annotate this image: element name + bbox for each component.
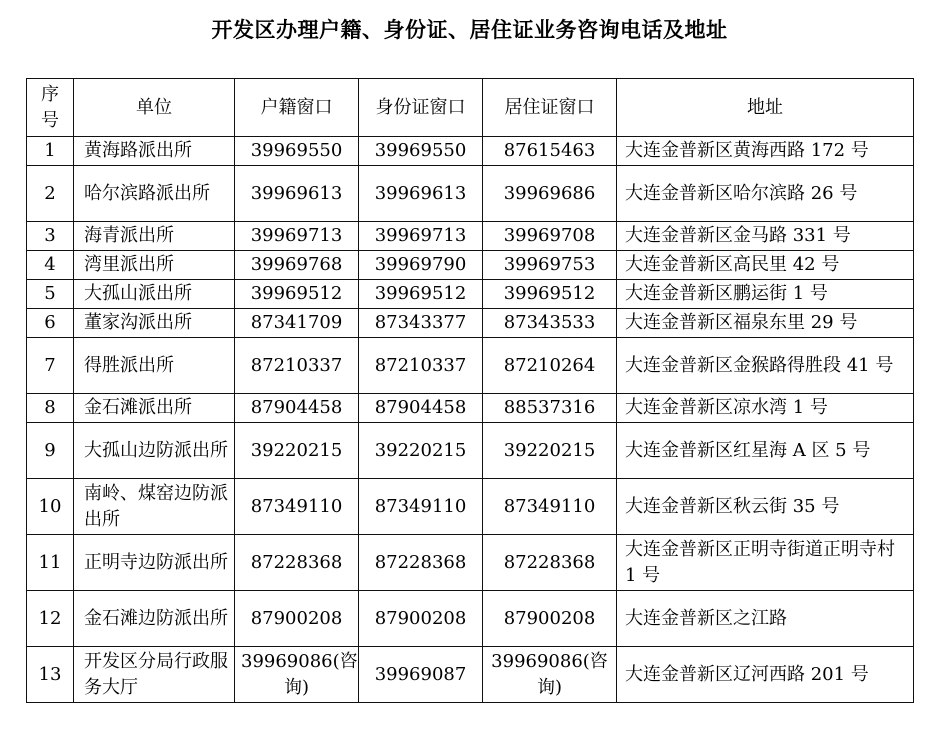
cell-unit: 湾里派出所 bbox=[74, 251, 235, 280]
cell-index: 2 bbox=[27, 166, 74, 222]
cell-unit: 金石滩边防派出所 bbox=[74, 591, 235, 647]
cell-index: 10 bbox=[27, 479, 74, 535]
cell-residence: 39969753 bbox=[483, 251, 617, 280]
cell-address: 大连金普新区鹏运街 1 号 bbox=[617, 280, 914, 309]
table-row bbox=[27, 166, 914, 222]
cell-address: 大连金普新区凉水湾 1 号 bbox=[617, 394, 914, 423]
cell-address: 大连金普新区黄海西路 172 号 bbox=[617, 137, 914, 166]
cell-index: 3 bbox=[27, 222, 74, 251]
cell-address: 大连金普新区金马路 331 号 bbox=[617, 222, 914, 251]
cell-id-card: 87228368 bbox=[359, 535, 483, 591]
table-row bbox=[27, 222, 914, 251]
cell-unit: 哈尔滨路派出所 bbox=[74, 166, 235, 222]
cell-residence: 87210264 bbox=[483, 338, 617, 394]
cell-residence: 39969086(咨询) bbox=[483, 647, 617, 703]
cell-address: 大连金普新区正明寺街道正明寺村 1 号 bbox=[617, 535, 914, 591]
cell-unit: 大孤山边防派出所 bbox=[74, 423, 235, 479]
header-unit: 单位 bbox=[74, 79, 235, 137]
cell-id-card: 87349110 bbox=[359, 479, 483, 535]
cell-huji: 87900208 bbox=[235, 591, 359, 647]
cell-address: 大连金普新区秋云街 35 号 bbox=[617, 479, 914, 535]
cell-id-card: 39969613 bbox=[359, 166, 483, 222]
contact-table bbox=[26, 78, 914, 703]
cell-index: 13 bbox=[27, 647, 74, 703]
cell-residence: 39969512 bbox=[483, 280, 617, 309]
cell-huji: 87228368 bbox=[235, 535, 359, 591]
cell-unit: 开发区分局行政服务大厅 bbox=[74, 647, 235, 703]
cell-huji: 39969768 bbox=[235, 251, 359, 280]
cell-index: 5 bbox=[27, 280, 74, 309]
cell-huji: 39969550 bbox=[235, 137, 359, 166]
table-row bbox=[27, 535, 914, 591]
cell-address: 大连金普新区哈尔滨路 26 号 bbox=[617, 166, 914, 222]
cell-index: 1 bbox=[27, 137, 74, 166]
cell-unit: 海青派出所 bbox=[74, 222, 235, 251]
cell-residence: 39220215 bbox=[483, 423, 617, 479]
cell-id-card: 39220215 bbox=[359, 423, 483, 479]
cell-residence: 88537316 bbox=[483, 394, 617, 423]
cell-residence: 87900208 bbox=[483, 591, 617, 647]
cell-address: 大连金普新区福泉东里 29 号 bbox=[617, 309, 914, 338]
cell-huji: 87904458 bbox=[235, 394, 359, 423]
cell-id-card: 87210337 bbox=[359, 338, 483, 394]
cell-huji: 39969086(咨询) bbox=[235, 647, 359, 703]
table-row bbox=[27, 423, 914, 479]
table-row bbox=[27, 647, 914, 703]
table-row bbox=[27, 251, 914, 280]
cell-unit: 董家沟派出所 bbox=[74, 309, 235, 338]
table-row bbox=[27, 591, 914, 647]
cell-huji: 87349110 bbox=[235, 479, 359, 535]
table-body bbox=[27, 137, 914, 703]
cell-id-card: 39969550 bbox=[359, 137, 483, 166]
cell-address: 大连金普新区高民里 42 号 bbox=[617, 251, 914, 280]
cell-index: 4 bbox=[27, 251, 74, 280]
cell-residence: 87228368 bbox=[483, 535, 617, 591]
cell-huji: 87210337 bbox=[235, 338, 359, 394]
header-index: 序号 bbox=[27, 79, 74, 137]
table-row bbox=[27, 338, 914, 394]
header-residence: 居住证窗口 bbox=[483, 79, 617, 137]
cell-index: 12 bbox=[27, 591, 74, 647]
header-address: 地址 bbox=[617, 79, 914, 137]
cell-huji: 39969713 bbox=[235, 222, 359, 251]
header-huji: 户籍窗口 bbox=[235, 79, 359, 137]
table-row bbox=[27, 280, 914, 309]
cell-unit: 南岭、煤窑边防派出所 bbox=[74, 479, 235, 535]
cell-residence: 87343533 bbox=[483, 309, 617, 338]
cell-unit: 正明寺边防派出所 bbox=[74, 535, 235, 591]
cell-residence: 39969708 bbox=[483, 222, 617, 251]
cell-residence: 87349110 bbox=[483, 479, 617, 535]
table-row bbox=[27, 479, 914, 535]
cell-index: 11 bbox=[27, 535, 74, 591]
cell-id-card: 87343377 bbox=[359, 309, 483, 338]
header-row bbox=[27, 79, 914, 137]
cell-id-card: 39969713 bbox=[359, 222, 483, 251]
cell-index: 6 bbox=[27, 309, 74, 338]
cell-residence: 87615463 bbox=[483, 137, 617, 166]
table-row bbox=[27, 309, 914, 338]
cell-residence: 39969686 bbox=[483, 166, 617, 222]
cell-address: 大连金普新区金猴路得胜段 41 号 bbox=[617, 338, 914, 394]
cell-id-card: 87904458 bbox=[359, 394, 483, 423]
cell-index: 9 bbox=[27, 423, 74, 479]
cell-huji: 87341709 bbox=[235, 309, 359, 338]
cell-unit: 得胜派出所 bbox=[74, 338, 235, 394]
table-row bbox=[27, 394, 914, 423]
cell-huji: 39220215 bbox=[235, 423, 359, 479]
cell-unit: 金石滩派出所 bbox=[74, 394, 235, 423]
cell-id-card: 87900208 bbox=[359, 591, 483, 647]
cell-address: 大连金普新区之江路 bbox=[617, 591, 914, 647]
cell-id-card: 39969790 bbox=[359, 251, 483, 280]
cell-index: 8 bbox=[27, 394, 74, 423]
cell-unit: 黄海路派出所 bbox=[74, 137, 235, 166]
cell-huji: 39969512 bbox=[235, 280, 359, 309]
cell-id-card: 39969087 bbox=[359, 647, 483, 703]
cell-huji: 39969613 bbox=[235, 166, 359, 222]
table-row bbox=[27, 137, 914, 166]
document-title: 开发区办理户籍、身份证、居住证业务咨询电话及地址 bbox=[211, 18, 728, 42]
cell-address: 大连金普新区红星海 A 区 5 号 bbox=[617, 423, 914, 479]
cell-index: 7 bbox=[27, 338, 74, 394]
cell-id-card: 39969512 bbox=[359, 280, 483, 309]
cell-unit: 大孤山派出所 bbox=[74, 280, 235, 309]
cell-address: 大连金普新区辽河西路 201 号 bbox=[617, 647, 914, 703]
header-id-card: 身份证窗口 bbox=[359, 79, 483, 137]
